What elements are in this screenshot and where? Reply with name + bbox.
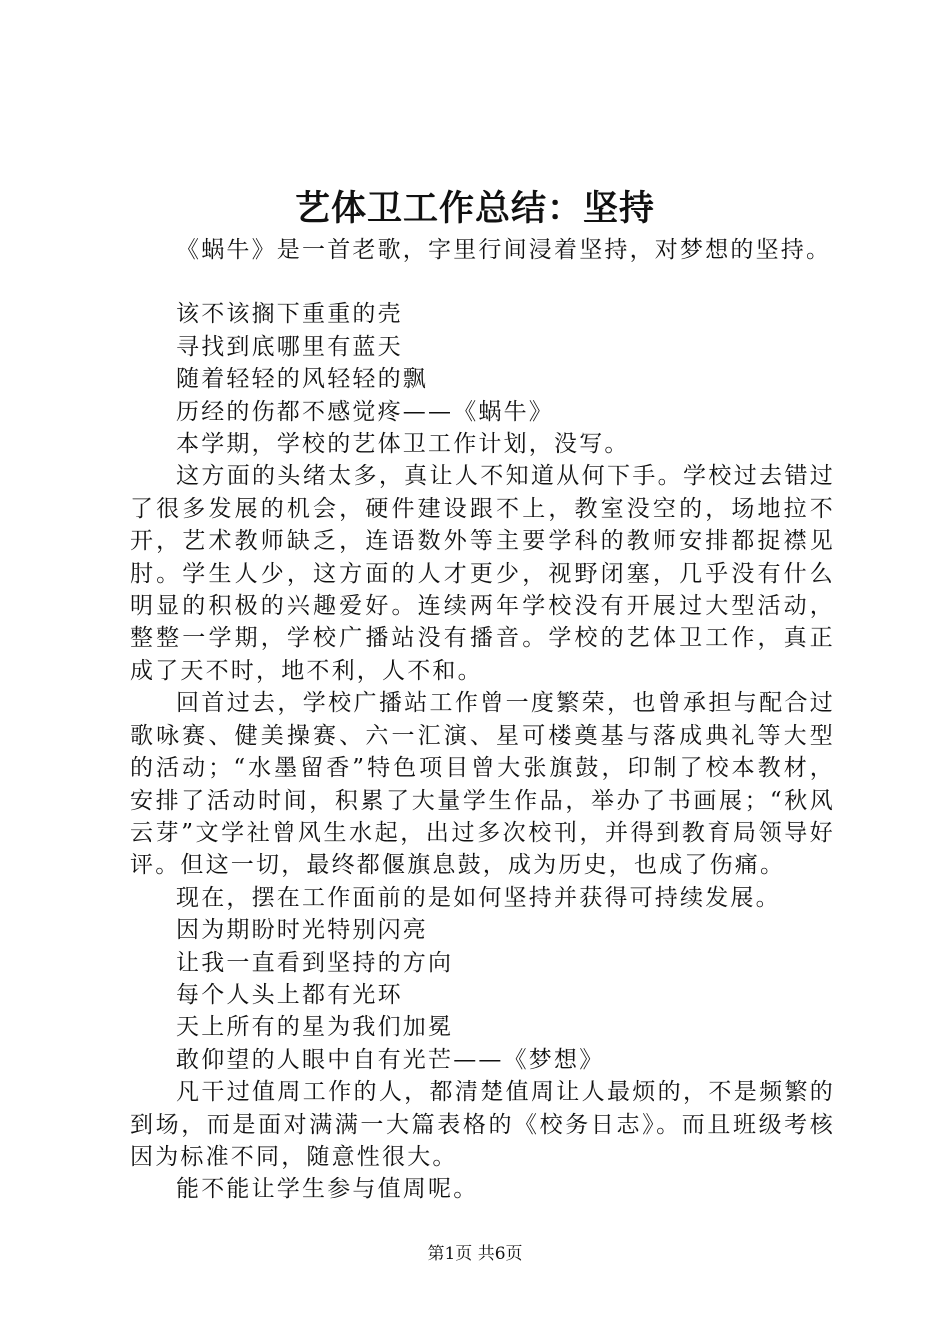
poem-line: 该不该搁下重重的壳 [176, 301, 403, 328]
paragraph: 现在，摆在工作面前的是如何坚持并获得可持续发展。 [176, 884, 781, 911]
poem-line: 每个人头上都有光环 [176, 981, 403, 1008]
paragraph: 凡干过值周工作的人，都清楚值周让人最烦的，不是频繁的到场，而是面对满满一大篇表格的《校务日志》。而且班级考核因为标准不同，随意性很大。 [130, 1079, 835, 1170]
page-footer: 第1页 共6页 [427, 1244, 523, 1264]
paragraph: 这方面的头绪太多，真让人不知道从何下手。学校过去错过了很多发展的机会，硬件建设跟不上，教室没空的，场地拉不开，艺术教师缺乏，连语数外等主要学科的教师安排都捉襟见肘。学生人少，这方面的人才更少，视野闭塞，几乎没有什么明显的积极的兴趣爱好。连续两年学校没有开展过大型活动，整整一学期，学校广播站没有播音。学校的艺体卫工作，真正成了天不时，地不利，人不和。 [130, 463, 835, 684]
poem-line: 天上所有的星为我们加冕 [176, 1014, 454, 1041]
poem-line: 敢仰望的人眼中自有光芒——《梦想》 [176, 1046, 605, 1073]
paragraph: 《蜗牛》是一首老歌，字里行间浸着坚持，对梦想的坚持。 [176, 237, 832, 263]
document-title: 艺体卫工作总结：坚持 [294, 188, 655, 229]
poem-line: 寻找到底哪里有蓝天 [176, 333, 403, 360]
poem-line: 让我一直看到坚持的方向 [176, 949, 454, 976]
poem-line: 因为期盼时光特别闪亮 [176, 917, 428, 944]
poem-line: 历经的伤都不感觉疼——《蜗牛》 [176, 398, 554, 425]
poem-line: 随着轻轻的风轻轻的飘 [176, 366, 428, 393]
paragraph: 本学期，学校的艺体卫工作计划，没写。 [176, 431, 630, 458]
paragraph: 能不能让学生参与值周呢。 [176, 1176, 479, 1203]
paragraph: 回首过去，学校广播站工作曾一度繁荣，也曾承担与配合过歌咏赛、健美操赛、六一汇演、星可楼奠基与落成典礼等大型的活动；“水墨留香”特色项目曾大张旗鼓，印制了校本教材，安排了活动时间，积累了大量学生作品，举办了书画展；“秋风云芽”文学社曾风生水起，出过多次校刊，并得到教育局领导好评。但这一切，最终都偃旗息鼓，成为历史，也成了伤痛。 [130, 690, 835, 879]
document-body [130, 234, 835, 1206]
